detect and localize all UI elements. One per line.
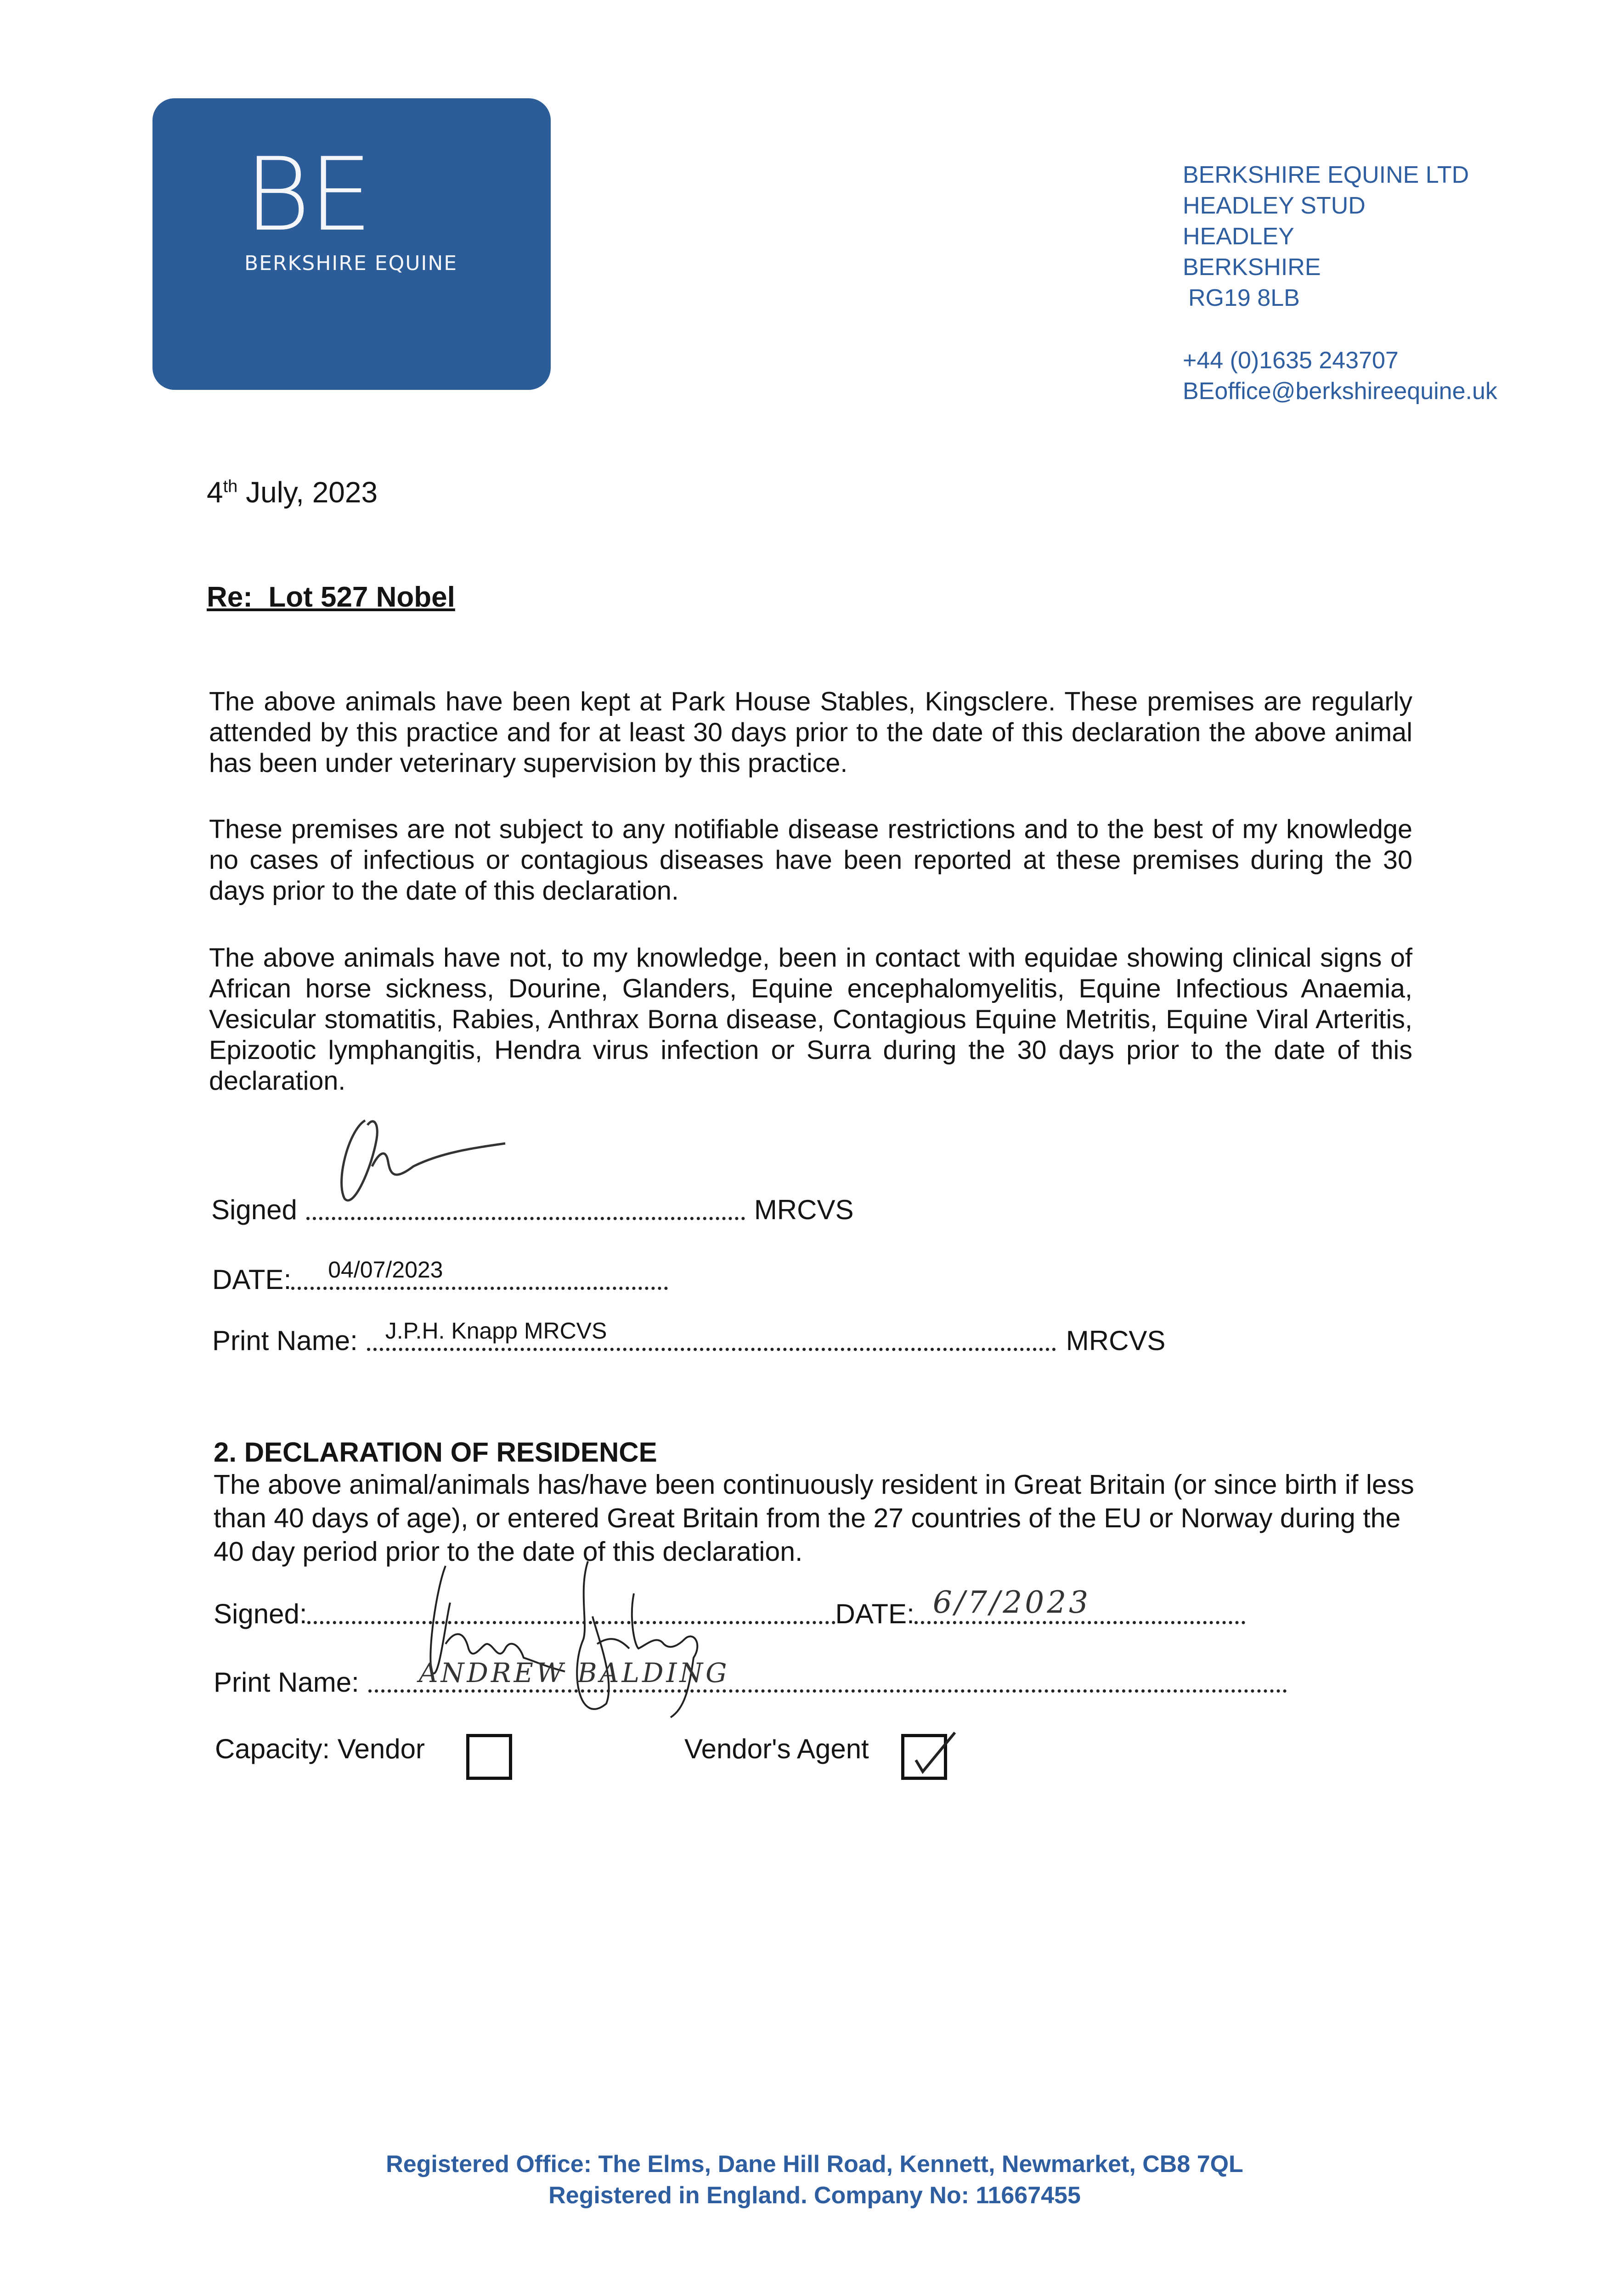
- address-line: BERKSHIRE: [1183, 254, 1321, 281]
- owner-signed-row: [214, 1585, 1426, 1630]
- logo-name: BERKSHIRE EQUINE: [244, 252, 458, 275]
- vendor-agent-label: Vendor's Agent: [684, 1733, 869, 1764]
- signed-label: Signed:: [214, 1598, 307, 1629]
- date-suffix: th: [223, 477, 238, 496]
- company-logo: [152, 98, 551, 390]
- residence-section: [214, 1436, 1426, 1772]
- company-contact: [1183, 345, 1497, 407]
- owner-print-row: [214, 1657, 1426, 1698]
- date-rest: July, 2023: [237, 476, 378, 509]
- footer-company-number: Registered in England. Company No: 11667455: [548, 2182, 1081, 2209]
- section-heading: 2. DECLARATION OF RESIDENCE: [214, 1437, 657, 1468]
- email: BEoffice@berkshireequine.uk: [1183, 378, 1497, 405]
- date-label: DATE:: [835, 1598, 914, 1629]
- owner-print-value: ANDREW BALDING: [418, 1657, 730, 1688]
- vet-signed-row: [211, 1194, 854, 1226]
- paragraph: These premises are not subject to any notifiable disease restrictions and to the best of my knowledge no cases of infectious or contagious diseases have been reported at these premises during the 30 days prior to the date of this declaration.: [209, 815, 1412, 906]
- logo-letters: BE: [244, 136, 371, 253]
- vet-date-value: 04/07/2023: [328, 1257, 443, 1283]
- subject-line: Re: Lot 527 Nobel: [207, 581, 455, 613]
- vet-print-line: [367, 1318, 1056, 1351]
- print-name-label: Print Name:: [212, 1325, 358, 1356]
- paragraph: The above animals have not, to my knowledge, been in contact with equidae showing clinical signs of African horse sickness, Dourine, Glanders, Equine encephalomyelitis, Equine Infectious Anaemia, Vesicular stomatitis, Rabies, Anthrax Borna disease, Contagious Equine Metritis, Equine Viral Arteritis, Epizootic lymphangitis, Hendra virus infection or Surra during the 30 days prior to the date of this declaration.: [209, 943, 1412, 1096]
- letter-date: [207, 475, 378, 509]
- address-line: RG19 8LB: [1188, 285, 1300, 311]
- vendor-agent-checkbox[interactable]: [901, 1734, 947, 1780]
- date-label: DATE:: [212, 1264, 292, 1295]
- residence-text: The above animal/animals has/have been continuously resident in Great Britain (or since birth if less than 40 days of age), or entered Great Britain from the 27 countries of the EU or Norway during the 40 day period prior to the date of this declaration.: [214, 1469, 1414, 1567]
- company-address: [1183, 160, 1469, 314]
- capacity-vendor-label: Capacity: Vendor: [215, 1733, 425, 1764]
- address-line: HEADLEY STUD: [1183, 192, 1366, 219]
- vet-print-value: J.P.H. Knapp MRCVS: [385, 1318, 607, 1344]
- owner-date-value: 6/7/2023: [932, 1585, 1091, 1620]
- mrcvs-label: MRCVS: [1066, 1325, 1166, 1356]
- footer-registered-office: Registered Office: The Elms, Dane Hill Road, Kennett, Newmarket, CB8 7QL: [386, 2151, 1243, 2178]
- mrcvs-label: MRCVS: [754, 1194, 854, 1225]
- date-day: 4: [207, 476, 223, 509]
- vet-date-row: [212, 1257, 668, 1295]
- vet-date-line: [291, 1257, 668, 1290]
- vet-print-row: [212, 1318, 1166, 1356]
- vendor-checkbox[interactable]: [466, 1734, 512, 1780]
- owner-signature-line: [307, 1621, 835, 1624]
- paragraph: The above animals have been kept at Park House Stables, Kingsclere. These premises are regularly attended by this practice and for at least 30 days prior to the date of this declaration the above animal has been under veterinary supervision by this practice.: [209, 687, 1412, 778]
- print-name-label: Print Name:: [214, 1667, 359, 1698]
- vet-signature-line: [306, 1217, 745, 1220]
- owner-date-line: [914, 1585, 1245, 1624]
- address-line: HEADLEY: [1183, 223, 1294, 250]
- signed-label: Signed: [211, 1194, 297, 1225]
- address-line: BERKSHIRE EQUINE LTD: [1183, 162, 1469, 188]
- phone: +44 (0)1635 243707: [1183, 347, 1399, 374]
- owner-print-line: [368, 1657, 1287, 1693]
- checkmark-icon: [904, 1728, 960, 1783]
- capacity-row: [215, 1726, 1428, 1772]
